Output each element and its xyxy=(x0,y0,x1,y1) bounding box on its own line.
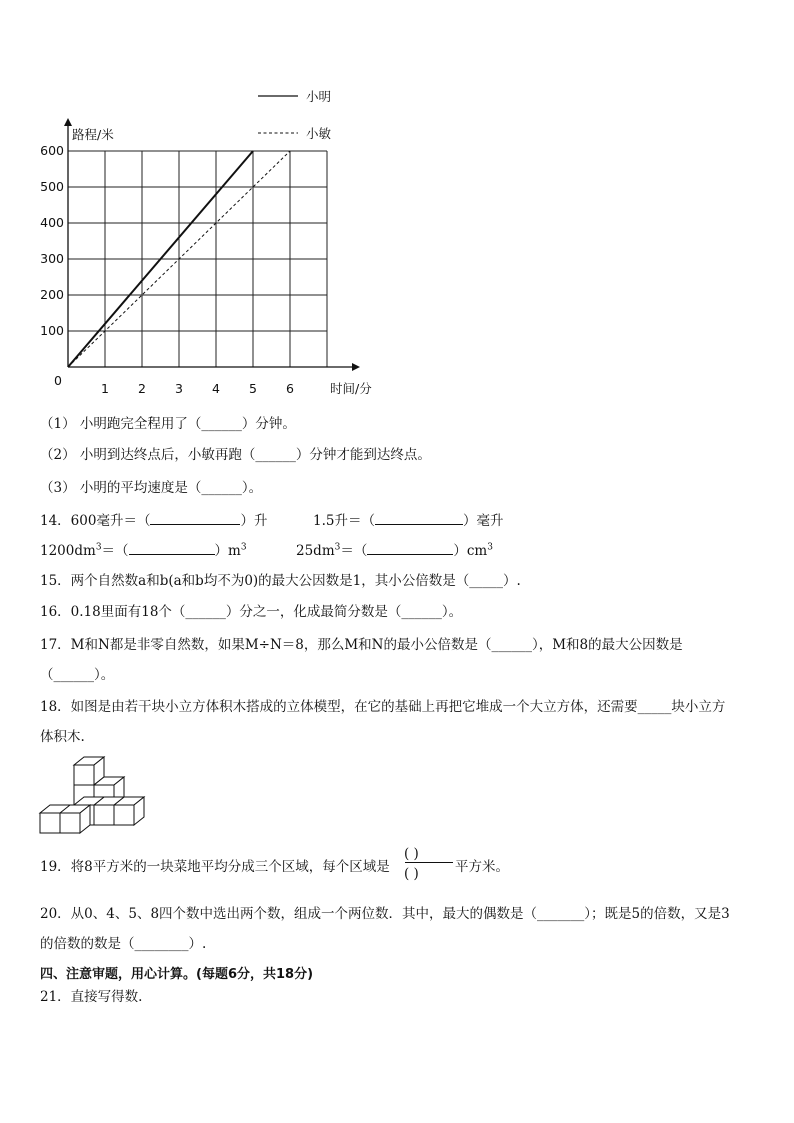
legend-label: 小明 xyxy=(306,89,332,104)
x-tick-label: 3 xyxy=(175,381,183,396)
fraction-numerator-blank[interactable]: ( ) xyxy=(404,846,419,862)
q19-prefix: 19．将8平方米的一块菜地平均分成三个区域，每个区域是 xyxy=(40,859,390,875)
q17-line1: 17．M和N都是非零自然数，如果M÷N＝8，那么M和N的最小公倍数是（______），M和8的最大公因数是 xyxy=(40,637,683,653)
q14-a-prefix: 14．600毫升＝（ xyxy=(40,513,151,529)
cube-stack-figure xyxy=(36,755,146,837)
origin-label: 0 xyxy=(54,373,62,388)
x-tick-label: 2 xyxy=(138,381,146,396)
q14-c-suffix: ）m xyxy=(214,543,241,559)
q13-part1: （1） 小明跑完全程用了（______）分钟。 xyxy=(40,416,296,432)
y-tick-label: 300 xyxy=(40,251,64,266)
x-tick-label: 5 xyxy=(249,381,257,396)
answer-blank[interactable] xyxy=(367,541,453,555)
x-tick-label: 4 xyxy=(212,381,220,396)
legend-label: 小敏 xyxy=(306,126,332,141)
y-tick-label: 600 xyxy=(40,143,64,158)
answer-blank[interactable] xyxy=(150,511,240,525)
answer-blank[interactable] xyxy=(129,541,215,555)
y-tick-label: 500 xyxy=(40,179,64,194)
q14-b-suffix: ）毫升 xyxy=(462,513,504,529)
q16-text: 16．0.18里面有18个（______）分之一，化成最简分数是（______）。 xyxy=(40,604,463,620)
q13-part3: （3） 小明的平均速度是（______）。 xyxy=(40,480,263,496)
exponent: 3 xyxy=(334,542,341,553)
section-heading: 四、注意审题，用心计算。(每题6分，共18分) xyxy=(40,967,314,982)
q19-suffix: 平方米。 xyxy=(455,859,509,875)
x-axis-label: 时间/分 xyxy=(330,381,372,396)
answer-blank[interactable] xyxy=(375,511,463,525)
exponent: 3 xyxy=(95,542,102,553)
y-axis-arrow xyxy=(64,118,72,126)
y-tick-label: 400 xyxy=(40,215,64,230)
y-axis-label: 路程/米 xyxy=(72,127,114,142)
q13-part2: （2） 小明到达终点后，小敏再跑（______）分钟才能到达终点。 xyxy=(40,447,431,463)
q20-line2: 的倍数的数是（________）. xyxy=(40,936,207,952)
y-tick-label: 200 xyxy=(40,287,64,302)
fraction-bar xyxy=(405,862,453,863)
exponent: 3 xyxy=(240,542,247,553)
q14-d-prefix: 25dm xyxy=(296,543,335,559)
y-tick-label: 100 xyxy=(40,323,64,338)
q15-text: 15．两个自然数a和b(a和b均不为0)的最大公因数是1，其小公倍数是（_____）. xyxy=(40,573,521,589)
q18-line1: 18．如图是由若干块小立方体积木搭成的立体模型，在它的基础上再把它堆成一个大立方体，还需要_____块小立方 xyxy=(40,699,726,715)
exponent: 3 xyxy=(487,542,493,553)
distance-time-chart xyxy=(0,80,400,400)
q14-b-prefix: 1.5升＝（ xyxy=(313,513,375,529)
x-axis-arrow xyxy=(352,363,360,371)
x-tick-label: 1 xyxy=(101,381,109,396)
q14-item-b xyxy=(313,511,503,530)
q20-line1: 20．从0、4、5、8四个数中选出两个数，组成一个两位数．其中，最大的偶数是（_______）；既是5的倍数，又是3 xyxy=(40,906,730,922)
fraction-denominator-blank[interactable]: ( ) xyxy=(404,866,419,882)
q17-line2: （______）。 xyxy=(40,667,115,683)
q18-line2: 体积木. xyxy=(40,729,85,745)
q14-item-a xyxy=(40,511,267,530)
q14-d-equals: ＝（ xyxy=(340,543,368,559)
q14-c-equals: ＝（ xyxy=(101,543,129,559)
q14-d-suffix: ）cm xyxy=(453,543,488,559)
q14-item-d xyxy=(296,541,493,560)
x-tick-label: 6 xyxy=(286,381,294,396)
q21-text: 21．直接写得数. xyxy=(40,989,143,1005)
q14-a-suffix: ）升 xyxy=(240,513,268,529)
q14-c-prefix: 1200dm xyxy=(40,543,96,559)
q14-item-c xyxy=(40,541,247,560)
